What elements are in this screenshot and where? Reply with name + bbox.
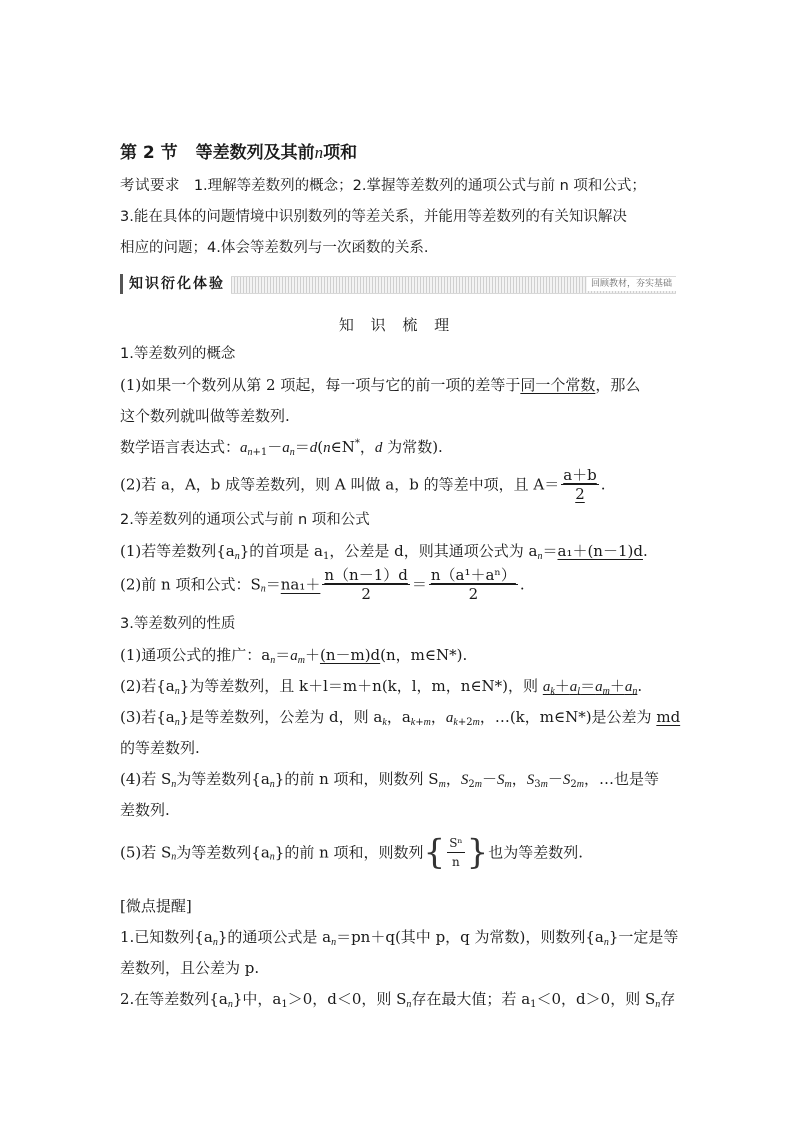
sum-fraction-1: $\frac{n(n-1)d}{2}$ — [324, 566, 408, 603]
s3-p5: (5)若 $S_n$为等差数列$\{a_n\}$的前 n 项和，则数列{ $\frac{\text{Sⁿ}}{n}$ }也为等差数列. — [120, 832, 584, 873]
s1-p3: (2)若 a，A，b 成等差数列，则 A 叫做 a，b 的等差中项，且 A＝ $\frac{a+b}{2}$ . — [120, 466, 606, 503]
sum-fraction-2: $\frac{\text{n（a¹＋aⁿ）}}{2}$ — [430, 566, 516, 603]
title-main: 等差数列及其前 — [195, 143, 315, 163]
tip-1-cont: 差数列，且公差为 p. — [120, 959, 260, 977]
knowledge-heading: 知 识 梳 理 — [338, 316, 456, 334]
section-banner — [120, 274, 676, 294]
requirements-line-3: 相应的问题；4.体会等差数列与一次函数的关系. — [120, 240, 429, 256]
requirements-label: 考试要求 — [120, 178, 180, 194]
sn-over-n-fraction: $\frac{\text{Sⁿ}}{n}$ — [449, 836, 463, 869]
s3-title: 3.等差数列的性质 — [120, 616, 236, 632]
answer-blank: a₁＋(n－1)d — [557, 542, 643, 560]
s3-p1: (1)通项公式的推广：$a_n=a_m+(n-m)d(n$，m∈N*). — [120, 646, 468, 666]
left-brace: { — [423, 832, 446, 873]
s3-p3: (3)若$\{a_n\}$是等差数列，公差为 d，则 $a_k$，$a_{k+m}$，$a_{k+2m}$，…(k，m∈N*)是公差为 md — [120, 708, 681, 728]
answer-blank: (n－m)d — [319, 646, 381, 664]
title-suffix: 项和 — [323, 143, 358, 163]
s3-p3-cont: 的等差数列. — [120, 739, 200, 757]
answer-blank: na₁＋ — [280, 575, 321, 594]
requirements-line-1: 考试要求 1.理解等差数列的概念；2.掌握等差数列的通项公式与前 n 项和公式； — [120, 178, 646, 194]
requirements-line-2: 3.能在具体的问题情境中识别数列的等差关系，并能用等差数列的有关知识解决 — [120, 209, 627, 225]
s1-p1: (1)如果一个数列从第 2 项起，每一项与它的前一项的差等于同一个常数，那么 — [120, 376, 641, 394]
banner-label: 知识衍化体验 — [120, 274, 231, 294]
s2-p1: (1)若等差数列$\{a_n\}$的首项是 $a_1$，公差是 d，则其通项公式为 $a_n=a_1+(n-1)d$. — [120, 542, 648, 562]
s2-p2: (2)前 n 项和公式：$S_n=na_1+$ $\frac{n(n-1)d}{2}$ ＝ $\frac{\text{n（a¹＋aⁿ）}}{2}$ . — [120, 566, 525, 603]
s1-p2: 数学语言表达式：$a_{n+1}-a_n=d(n\in N^*$，d 为常数). — [120, 438, 443, 458]
tip-1: 1.已知数列$\{a_n\}$的通项公式是 $a_n=pn+q$(其中 p，q 为常数)，则数列$\{a_n\}$一定是等 — [120, 928, 679, 948]
s3-p4: (4)若 $S_n$为等差数列$\{a_n\}$的前 n 项和，则数列 $S_m$，$S_{2m}-S_m$，$S_{3m}-S_{2m}$，…也是等 — [120, 770, 659, 790]
s3-p4-cont: 差数列. — [120, 801, 170, 819]
answer-blank: 同一个常数 — [520, 376, 596, 394]
s3-p2: (2)若$\{a_n\}$为等差数列，且 k＋l＝m＋n(k，l，m，n∈N*)，则 $a_k+a_l=a_m+a_n$. — [120, 677, 643, 697]
mean-fraction: $\frac{a+b}{2}$ — [563, 466, 597, 503]
section-number: 第 2 节 — [120, 143, 178, 163]
s1-title: 1.等差数列的概念 — [120, 346, 236, 362]
banner-right-text: 回顾教材，夯实基础 — [587, 277, 676, 291]
answer-blank: $a_k+a_l=a_m+a_n$ — [542, 677, 638, 697]
tip-2: 2.在等差数列$\{a_n\}$中，$a_1>0$，d＜0，则 $S_n$存在最大值；若 $a_1<0$，d＞0，则 $S_n$存 — [120, 990, 676, 1010]
tips-title: [微点提醒] — [120, 897, 192, 915]
section-title — [120, 138, 357, 163]
answer-blank: md — [656, 708, 681, 726]
title-n: n — [314, 143, 324, 162]
right-brace: } — [466, 832, 489, 873]
s2-title: 2.等差数列的通项公式与前 n 项和公式 — [120, 512, 370, 528]
s1-p1-cont: 这个数列就叫做等差数列. — [120, 407, 290, 425]
